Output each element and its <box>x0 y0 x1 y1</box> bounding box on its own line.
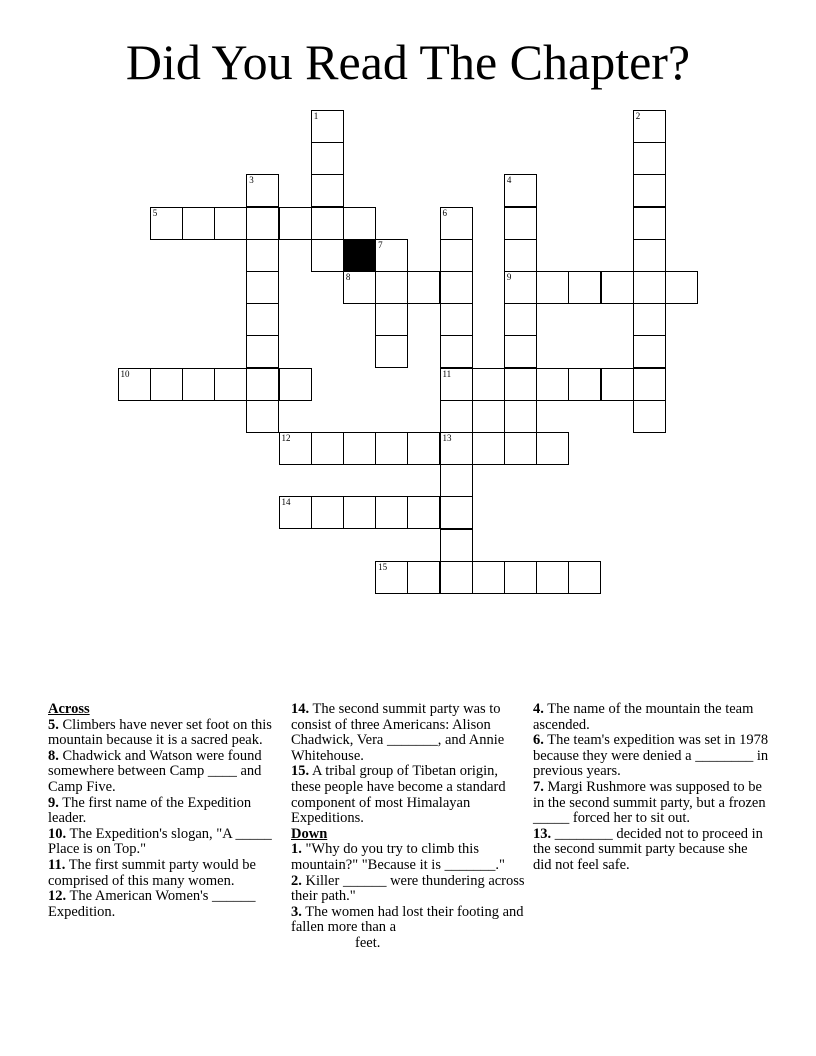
grid-cell[interactable] <box>279 368 312 401</box>
grid-cell[interactable] <box>440 464 473 497</box>
clue-number: 13 <box>442 433 452 443</box>
grid-cell[interactable] <box>407 271 440 304</box>
grid-cell[interactable] <box>279 207 312 240</box>
grid-cell[interactable] <box>279 432 312 465</box>
grid-cell[interactable] <box>343 207 376 240</box>
clue-down-4: 4. The name of the mountain the team ascended. <box>533 701 754 733</box>
grid-cell[interactable] <box>375 432 408 465</box>
grid-cell[interactable] <box>246 303 279 336</box>
grid-cell[interactable] <box>504 207 537 240</box>
grid-cell[interactable] <box>311 207 344 240</box>
clue-down-1: 1. "Why do you try to climb this mountain?" "Because it is _______." <box>291 841 505 873</box>
grid-cell[interactable] <box>311 432 344 465</box>
grid-cell[interactable] <box>633 368 666 401</box>
clue-number: 3 <box>249 175 254 186</box>
grid-cell[interactable] <box>182 368 215 401</box>
grid-cell[interactable] <box>633 207 666 240</box>
clue-across-11: 11. The first summit party would be comprised of this many women. <box>48 856 256 889</box>
grid-cell[interactable] <box>440 303 473 336</box>
grid-cell[interactable] <box>440 271 473 304</box>
clue-down-13: 13. ________ decided not to proceed in the second summit party because she did not feel safe. <box>533 825 763 873</box>
clues-column-3 <box>533 702 769 874</box>
grid-cell[interactable] <box>375 271 408 304</box>
clue-number: 10 <box>120 368 130 379</box>
clues-column-1 <box>48 702 284 920</box>
grid-cell[interactable] <box>536 368 569 401</box>
grid-cell[interactable] <box>504 432 537 465</box>
across-heading: Across <box>48 701 90 717</box>
clue-number: 4 <box>506 175 512 186</box>
clue-number: 6 <box>442 207 447 218</box>
grid-cell[interactable] <box>440 207 473 240</box>
clue-number: 9 <box>506 272 512 282</box>
grid-cell[interactable] <box>633 174 666 207</box>
grid-cell[interactable] <box>472 432 505 465</box>
grid-cell[interactable] <box>246 239 279 272</box>
clue-across-8: 8. Chadwick and Watson were found somewhere between Camp ____ and Camp Five. <box>48 747 262 795</box>
grid-cell[interactable] <box>568 368 601 401</box>
grid-cell[interactable] <box>440 335 473 368</box>
grid-cell[interactable] <box>311 174 344 207</box>
grid-cell[interactable] <box>633 303 666 336</box>
grid-cell[interactable] <box>375 496 408 529</box>
grid-cell[interactable] <box>536 271 569 304</box>
grid-cell[interactable] <box>504 174 537 207</box>
grid-cell[interactable] <box>279 496 312 529</box>
grid-cell[interactable] <box>440 529 473 562</box>
down-heading: Down <box>291 825 328 842</box>
grid-cell[interactable] <box>633 400 666 433</box>
grid-cell[interactable] <box>536 561 569 594</box>
clues-column-2 <box>291 702 527 952</box>
grid-cell[interactable] <box>601 271 634 304</box>
clue-across-9: 9. The first name of the Expedition leader. <box>48 794 252 827</box>
grid-cell[interactable] <box>311 142 344 175</box>
grid-cell[interactable] <box>246 174 279 207</box>
grid-cell[interactable] <box>343 496 376 529</box>
grid-cell[interactable] <box>633 142 666 175</box>
grid-cell[interactable] <box>633 239 666 272</box>
grid-cell[interactable] <box>311 110 344 143</box>
grid-cell[interactable] <box>440 239 473 272</box>
clue-down-3: 3. The women had lost their footing and fallen more than a feet. <box>291 903 524 951</box>
grid-cell[interactable] <box>375 239 408 272</box>
grid-cell[interactable] <box>246 207 279 240</box>
grid-cell[interactable] <box>246 335 279 368</box>
grid-cell[interactable] <box>150 368 183 401</box>
clue-across-10: 10. The Expedition's slogan, "A _____ Place is on Top." <box>48 825 272 858</box>
grid-cell[interactable] <box>504 400 537 433</box>
grid-cell[interactable] <box>536 432 569 465</box>
grid-cell[interactable] <box>214 207 247 240</box>
grid-cell[interactable] <box>440 432 473 465</box>
clue-number: 2 <box>635 111 641 121</box>
clue-across-5: 5. Climbers have never set foot on this mountain because it is a sacred peak. <box>48 716 272 749</box>
clue-across-12: 12. The American Women's ______ Expedition. <box>48 888 256 920</box>
grid-cell[interactable] <box>504 271 537 304</box>
grid-cell[interactable] <box>182 207 215 240</box>
grid-cell[interactable] <box>440 496 473 529</box>
grid-cell[interactable] <box>568 561 601 594</box>
grid-cell[interactable] <box>343 271 376 304</box>
grid-cell[interactable] <box>504 335 537 368</box>
grid-cell[interactable] <box>504 368 537 401</box>
grid-cell[interactable] <box>246 400 279 433</box>
grid-cell[interactable] <box>407 496 440 529</box>
grid-cell[interactable] <box>440 368 473 401</box>
clue-number: 5 <box>152 207 158 218</box>
grid-cell[interactable] <box>440 561 473 594</box>
grid-cell[interactable] <box>311 239 344 272</box>
clue-number: 1 <box>313 111 319 121</box>
grid-cell[interactable] <box>407 432 440 465</box>
grid-cell[interactable] <box>504 303 537 336</box>
clue-down-2: 2. Killer ______ were thundering across their path." <box>291 872 525 905</box>
clue-number: 12 <box>281 433 291 443</box>
grid-cell[interactable] <box>246 368 279 401</box>
grid-cell[interactable] <box>633 335 666 368</box>
grid-cell[interactable] <box>472 368 505 401</box>
clue-down-7: 7. Margi Rushmore was supposed to be in the second summit party, but a frozen _____ forced her to sit out. <box>533 778 766 827</box>
grid-cell[interactable] <box>118 368 151 401</box>
block-cell <box>343 239 376 272</box>
grid-cell[interactable] <box>472 561 505 594</box>
clue-number: 11 <box>442 368 452 379</box>
clue-number: 14 <box>281 497 291 508</box>
clue-number: 8 <box>345 272 351 282</box>
grid-cell[interactable] <box>375 303 408 336</box>
grid-cell[interactable] <box>375 561 408 594</box>
grid-cell[interactable] <box>504 561 537 594</box>
grid-cell[interactable] <box>568 271 601 304</box>
grid-cell[interactable] <box>633 110 666 143</box>
clue-down-6: 6. The team's expedition was set in 1978 because they were denied a ________ in previous years. <box>533 732 769 780</box>
clue-across-15: 15. A tribal group of Tibetan origin, these people have become a standard component of most Himalayan Expeditions. <box>291 763 506 827</box>
grid-cell[interactable] <box>214 368 247 401</box>
grid-cell[interactable] <box>150 207 183 240</box>
clue-number: 15 <box>378 561 388 572</box>
grid-cell[interactable] <box>633 271 666 304</box>
puzzle-title: Did You Read The Chapter? <box>125 34 691 90</box>
clue-across-14: 14. The second summit party was to consist of three Americans: Alison Chadwick, Vera _______, and Annie Whitehouse. <box>291 701 505 764</box>
grid-cell[interactable] <box>504 239 537 272</box>
grid-cell[interactable] <box>601 368 634 401</box>
grid-cell[interactable] <box>407 561 440 594</box>
grid-cell[interactable] <box>343 432 376 465</box>
grid-cell[interactable] <box>311 496 344 529</box>
grid-cell[interactable] <box>375 335 408 368</box>
grid-cell[interactable] <box>665 271 698 304</box>
clue-number: 7 <box>378 239 383 250</box>
grid-cell[interactable] <box>440 400 473 433</box>
grid-cell[interactable] <box>246 271 279 304</box>
